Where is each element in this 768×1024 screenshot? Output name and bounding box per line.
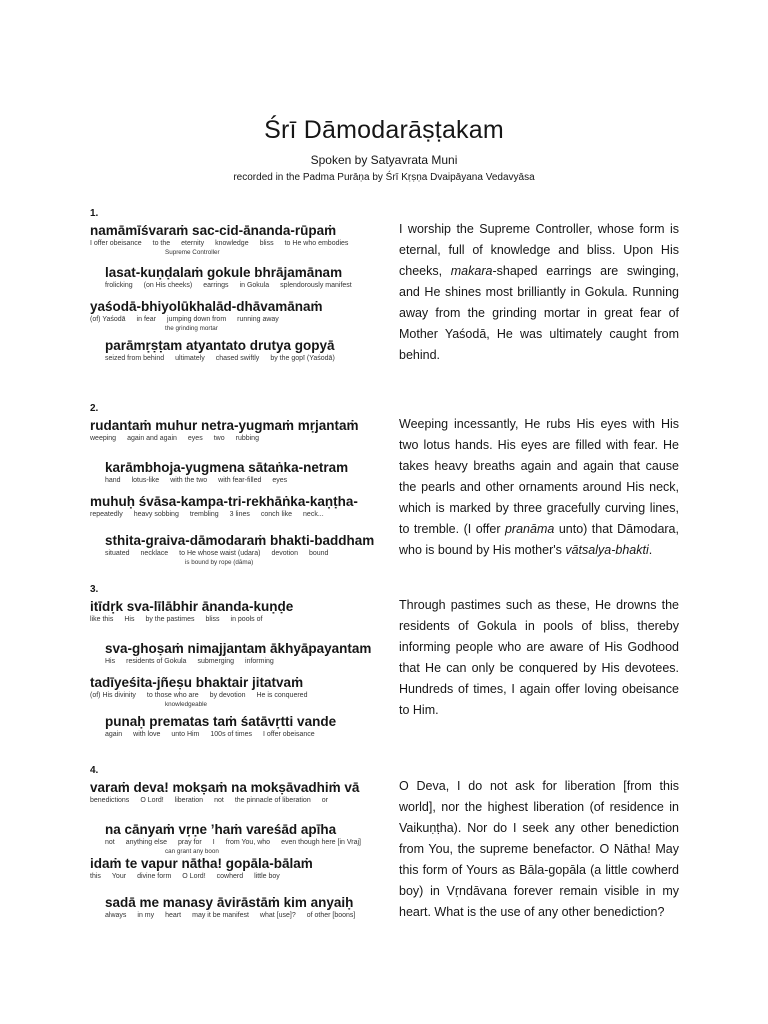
gloss-word: again bbox=[105, 731, 123, 738]
word-gloss bbox=[105, 912, 366, 919]
gloss-word: I offer obeisance bbox=[90, 240, 142, 247]
gloss-word: or bbox=[321, 797, 328, 804]
gloss-word: with love bbox=[133, 731, 161, 738]
gloss-word: in fear bbox=[136, 316, 157, 323]
gloss-word: devotion bbox=[271, 550, 298, 557]
gloss-word: weeping bbox=[90, 435, 117, 442]
gloss-word: O Lord! bbox=[182, 873, 206, 880]
gloss-word: heavy sobbing bbox=[133, 511, 179, 518]
word-gloss bbox=[90, 797, 339, 804]
gloss-word: Your bbox=[111, 873, 127, 880]
gloss-word: heart bbox=[165, 912, 182, 919]
gloss-word: again and again bbox=[127, 435, 177, 442]
gloss-word: with fear-filled bbox=[218, 477, 262, 484]
gloss-word: to those who are bbox=[146, 692, 199, 699]
gloss-word: informing bbox=[245, 658, 274, 665]
gloss-word: seized from behind bbox=[105, 355, 165, 362]
gloss-word: little boy bbox=[254, 873, 280, 880]
gloss-word: in pools of bbox=[230, 616, 263, 623]
sanskrit-line: itīdṛk sva-līlābhir ānanda-kuṇḍe bbox=[90, 599, 294, 614]
gloss-subline: can grant any boon bbox=[165, 848, 219, 855]
gloss-word: by the gopī (Yaśodā) bbox=[270, 355, 335, 362]
gloss-word: in Gokula bbox=[239, 282, 270, 289]
gloss-word: repeatedly bbox=[90, 511, 123, 518]
gloss-word: jumping down from bbox=[167, 316, 227, 323]
sanskrit-line: sthita-graiva-dāmodaraṁ bhakti-baddham bbox=[105, 533, 375, 548]
gloss-word: I bbox=[212, 839, 215, 846]
gloss-word: anything else bbox=[125, 839, 167, 846]
word-gloss bbox=[105, 477, 298, 484]
gloss-word: situated bbox=[105, 550, 130, 557]
sanskrit-line: na cānyaṁ vṛṇe ’haṁ vareśād apīha bbox=[105, 822, 337, 837]
verse-number: 2. bbox=[90, 403, 99, 414]
gloss-word: eternity bbox=[181, 240, 205, 247]
gloss-word: 100s of times bbox=[210, 731, 253, 738]
gloss-word: with the two bbox=[170, 477, 208, 484]
word-gloss bbox=[90, 435, 270, 442]
gloss-word: (of) His divinity bbox=[90, 692, 136, 699]
word-gloss bbox=[90, 511, 335, 518]
gloss-word: knowledge bbox=[215, 240, 249, 247]
sanskrit-line: rudantaṁ muhur netra-yugmaṁ mṛjantaṁ bbox=[90, 418, 359, 433]
gloss-word: neck... bbox=[303, 511, 324, 518]
verse-translation: O Deva, I do not ask for liberation [from this world], nor the highest liberation (of residence in Vaikuṇṭha). Nor do I seek any other benediction from You, the supreme benefactor. O Nātha! May this form of Yours as Bāla-gopāla (a little cowherd boy) in Vṛndāvana forever remain visible in my heart. What is the use of any other benediction? bbox=[399, 779, 679, 919]
gloss-word: eyes bbox=[272, 477, 288, 484]
verse-number: 3. bbox=[90, 584, 99, 595]
gloss-word: two bbox=[213, 435, 225, 442]
verse-translation: Through pastimes such as these, He drowns the residents of Gokula in pools of bliss, thereby informing people who are aware of His Godhood that He can only be conquered by His devotees. Hundreds of times, I again offer loving obeisance to Him. bbox=[399, 598, 679, 717]
gloss-word: rubbing bbox=[235, 435, 259, 442]
gloss-word: pray for bbox=[178, 839, 202, 846]
italic-term: vātsalya-bhakti bbox=[565, 543, 649, 557]
word-gloss bbox=[90, 240, 359, 247]
gloss-word: ultimately bbox=[175, 355, 205, 362]
word-gloss bbox=[90, 316, 290, 323]
gloss-word: O Lord! bbox=[140, 797, 164, 804]
verse-number: 1. bbox=[90, 208, 99, 219]
gloss-word: bliss bbox=[205, 616, 220, 623]
gloss-word: hand bbox=[105, 477, 121, 484]
gloss-word: the pinnacle of liberation bbox=[234, 797, 311, 804]
verse-translation: Weeping incessantly, He rubs His eyes with His two lotus hands. His eyes are filled with fear. He takes heavy breaths again and again that cause the pearls and other ornaments around His neck, which is marked by three gracefully curving lines, to tremble. (I offer pranāma unto) that Dāmodara, who is bound by His mother's vātsalya-bhakti. bbox=[399, 417, 679, 557]
gloss-word: this bbox=[90, 873, 101, 880]
gloss-word: His bbox=[105, 658, 116, 665]
gloss-word: liberation bbox=[174, 797, 204, 804]
gloss-word: lotus-like bbox=[131, 477, 160, 484]
gloss-word: to He who embodies bbox=[284, 240, 349, 247]
gloss-word: chased swiftly bbox=[215, 355, 260, 362]
sanskrit-line: karāmbhoja-yugmena sātaṅka-netram bbox=[105, 460, 349, 475]
gloss-word: bliss bbox=[259, 240, 274, 247]
verse-translation: I worship the Supreme Controller, whose form is eternal, full of knowledge and bliss. Upon His cheeks, makara-shaped earrings are swinging, and He shines most brilliantly in Gokula. Running away from the grinding mortar in great fear of Mother Yaśodā, He was ultimately caught from behind. bbox=[399, 222, 679, 362]
gloss-word: necklace bbox=[140, 550, 169, 557]
gloss-word: of other [boons] bbox=[306, 912, 356, 919]
word-gloss bbox=[90, 616, 273, 623]
gloss-word: from You, who bbox=[225, 839, 271, 846]
gloss-word: may it be manifest bbox=[192, 912, 249, 919]
gloss-word: by devotion bbox=[209, 692, 246, 699]
gloss-word: not bbox=[214, 797, 224, 804]
gloss-word: like this bbox=[90, 616, 114, 623]
word-gloss bbox=[105, 550, 339, 557]
sanskrit-line: idaṁ te vapur nātha! gopāla-bālaṁ bbox=[90, 856, 313, 871]
gloss-word: to He whose waist (udara) bbox=[179, 550, 261, 557]
gloss-word: even though here [in Vraj] bbox=[281, 839, 361, 846]
sanskrit-line: punaḥ prematas taṁ śatāvṛtti vande bbox=[105, 714, 337, 729]
word-gloss bbox=[105, 355, 346, 362]
gloss-word: earrings bbox=[203, 282, 229, 289]
word-gloss bbox=[90, 873, 291, 880]
source-line: recorded in the Padma Purāṇa by Śrī Kṛṣṇa Dvaipāyana Vedavyāsa bbox=[233, 172, 535, 183]
gloss-word: 3 lines bbox=[229, 511, 250, 518]
gloss-word: bound bbox=[308, 550, 329, 557]
sanskrit-line: lasat-kuṇḍalaṁ gokule bhrājamānam bbox=[105, 265, 343, 280]
gloss-word: residents of Gokula bbox=[126, 658, 187, 665]
gloss-subline: Supreme Controller bbox=[165, 249, 220, 256]
gloss-word: (of) Yaśodā bbox=[90, 316, 126, 323]
gloss-word: running away bbox=[237, 316, 279, 323]
gloss-word: I offer obeisance bbox=[263, 731, 315, 738]
gloss-word: benedictions bbox=[90, 797, 130, 804]
word-gloss bbox=[105, 731, 326, 738]
gloss-subline: is bound by rope (dāma) bbox=[185, 559, 254, 566]
sanskrit-line: varaṁ deva! mokṣaṁ na mokṣāvadhiṁ vā bbox=[90, 780, 360, 795]
gloss-word: (on His cheeks) bbox=[143, 282, 193, 289]
gloss-word: unto Him bbox=[171, 731, 200, 738]
italic-term: makara bbox=[450, 264, 493, 278]
gloss-word: eyes bbox=[187, 435, 203, 442]
word-gloss bbox=[105, 282, 363, 289]
gloss-word: submerging bbox=[197, 658, 235, 665]
word-gloss bbox=[105, 658, 285, 665]
page-title: Śrī Dāmodarāṣṭakam bbox=[264, 116, 504, 144]
sanskrit-line: sadā me manasy āvirāstāṁ kim anyaiḥ bbox=[105, 895, 354, 910]
gloss-word: by the pastimes bbox=[145, 616, 195, 623]
word-gloss bbox=[105, 839, 372, 846]
gloss-word: trembling bbox=[189, 511, 219, 518]
sanskrit-line: yaśodā-bhiyolūkhalād-dhāvamānaṁ bbox=[90, 299, 323, 314]
sanskrit-line: tadīyeśita-jñeṣu bhaktair jitatvaṁ bbox=[90, 675, 304, 690]
gloss-word: what [use]? bbox=[259, 912, 296, 919]
gloss-word: His bbox=[124, 616, 135, 623]
gloss-word: frolicking bbox=[105, 282, 133, 289]
gloss-word: cowherd bbox=[216, 873, 244, 880]
gloss-word: divine form bbox=[137, 873, 172, 880]
sanskrit-line: namāmīśvaraṁ sac-cid-ānanda-rūpaṁ bbox=[90, 223, 337, 238]
gloss-word: conch like bbox=[260, 511, 293, 518]
sanskrit-line: sva-ghoṣaṁ nimajjantam ākhyāpayantam bbox=[105, 641, 372, 656]
verse-number: 4. bbox=[90, 765, 99, 776]
gloss-subline: the grinding mortar bbox=[165, 325, 218, 332]
sanskrit-line: muhuḥ śvāsa-kampa-tri-rekhāṅka-kaṇṭha- bbox=[90, 494, 358, 509]
gloss-subline: knowledgeable bbox=[165, 701, 208, 708]
sanskrit-line: parāmṛṣṭam atyantato drutya gopyā bbox=[105, 338, 335, 353]
gloss-word: in my bbox=[137, 912, 155, 919]
gloss-word: not bbox=[105, 839, 115, 846]
gloss-word: to the bbox=[152, 240, 171, 247]
gloss-word: always bbox=[105, 912, 127, 919]
gloss-word: He is conquered bbox=[256, 692, 308, 699]
page-subtitle: Spoken by Satyavrata Muni bbox=[310, 153, 458, 167]
gloss-word: splendorously manifest bbox=[280, 282, 352, 289]
italic-term: pranāma bbox=[504, 522, 555, 536]
word-gloss bbox=[90, 692, 318, 699]
